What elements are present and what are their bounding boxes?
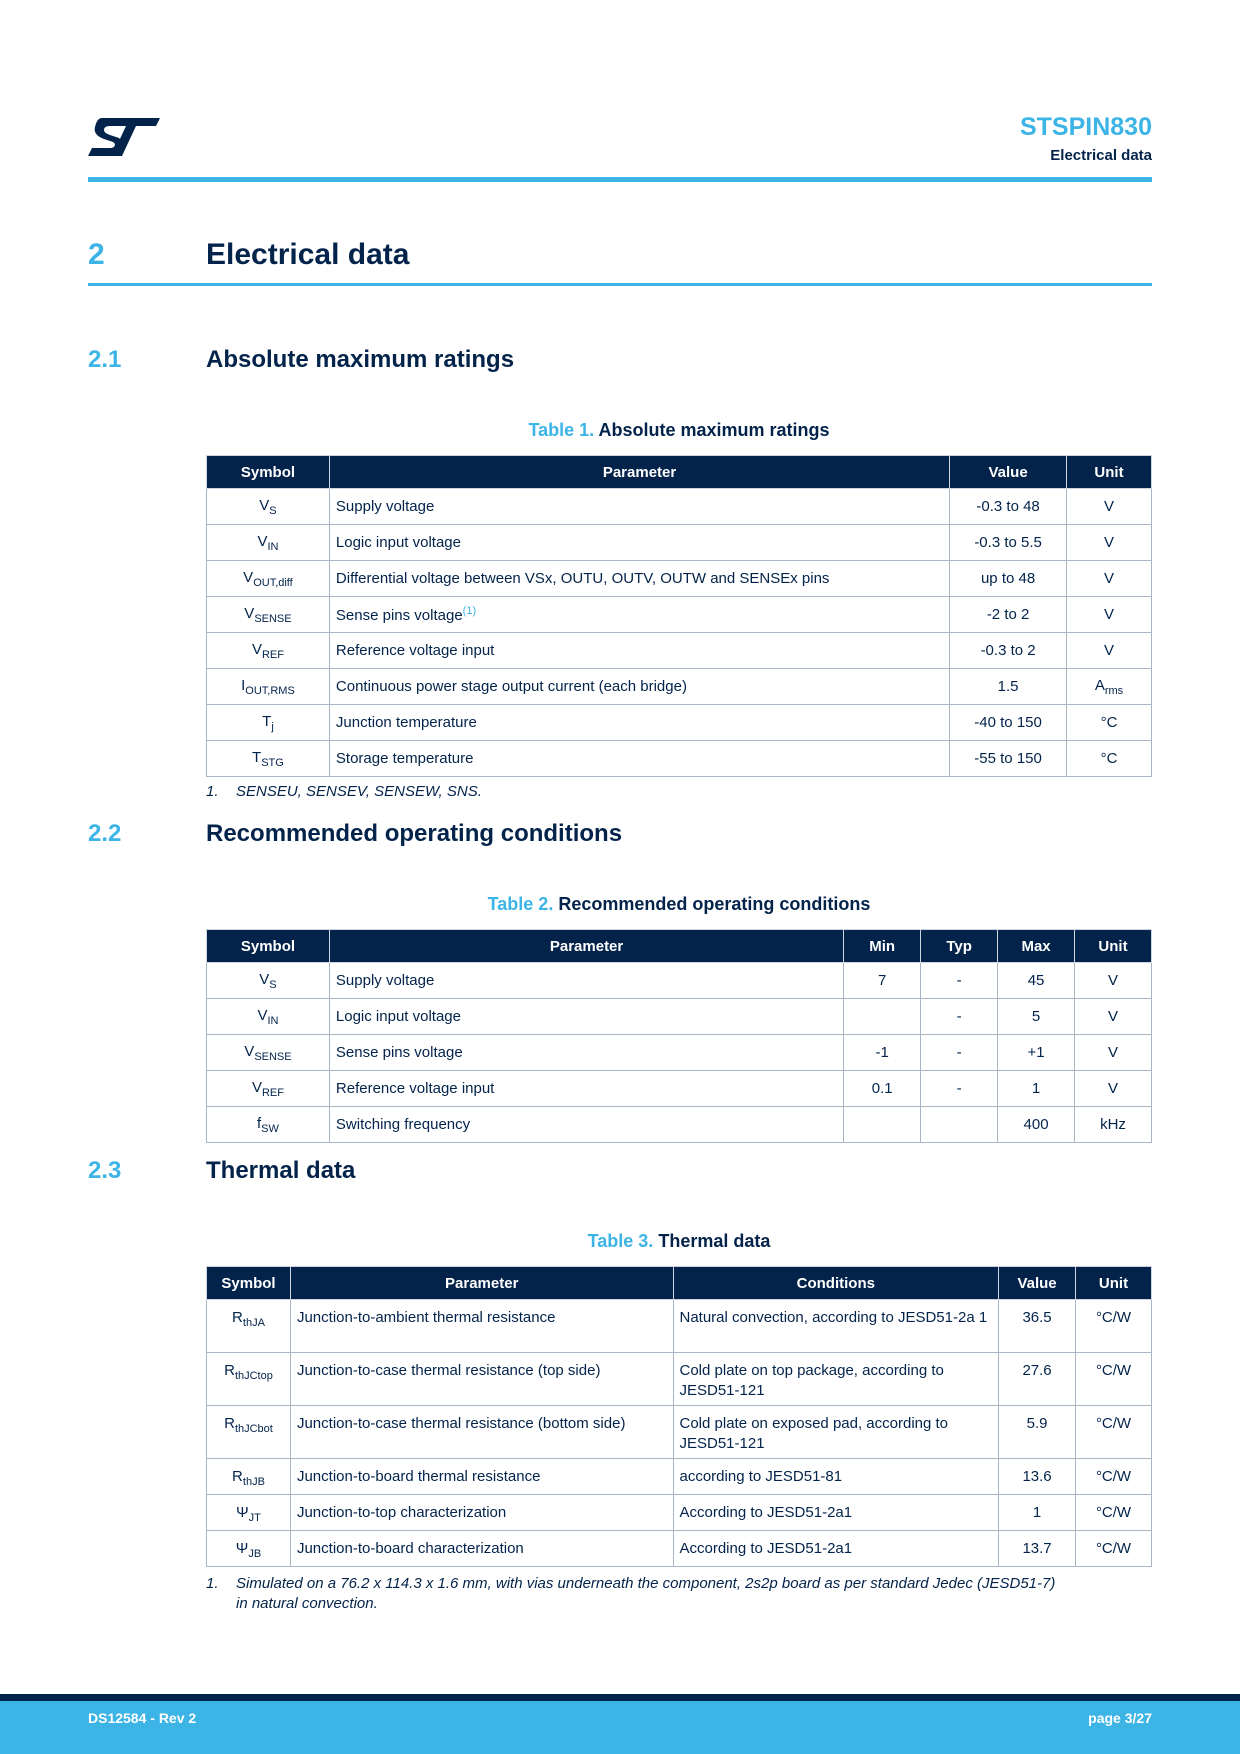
parameter-cell: Junction-to-ambient thermal resistance: [290, 1300, 673, 1353]
typ-cell: -: [921, 963, 998, 999]
table-row: [207, 963, 1152, 999]
symbol-subscript: SENSE: [254, 612, 292, 625]
subsection-title: Thermal data: [206, 1157, 356, 1184]
parameter-cell: Supply voltage: [329, 489, 949, 525]
parameter-cell: Reference voltage input: [329, 633, 949, 669]
column-header: Max: [998, 930, 1075, 963]
table-row: [207, 489, 1152, 525]
parameter-cell: Logic input voltage: [329, 525, 949, 561]
subsection-title: Absolute maximum ratings: [206, 346, 515, 373]
conditions-cell: according to JESD51-81: [673, 1459, 999, 1495]
value-cell: 5.9: [999, 1406, 1076, 1459]
typ-cell: -: [921, 1071, 998, 1107]
parameter-cell: Switching frequency: [329, 1107, 843, 1143]
table-title: Absolute maximum ratings: [598, 420, 830, 440]
table-row: [207, 1531, 1152, 1567]
section-number: 2: [88, 238, 105, 271]
min-cell: 7: [844, 963, 921, 999]
symbol: V: [251, 640, 262, 658]
table-caption: [206, 1231, 1152, 1252]
page-number: page 3/27: [1088, 1710, 1152, 1726]
symbol-subscript: IN: [267, 1014, 279, 1027]
unit-cell: V: [1067, 489, 1152, 525]
unit-cell: V: [1075, 999, 1152, 1035]
conditions-cell: Cold plate on exposed pad, according to JESD51-121: [673, 1406, 999, 1459]
table-row: [207, 561, 1152, 597]
table-row: [207, 1300, 1152, 1353]
table-header-row: [207, 930, 1152, 963]
symbol: R: [224, 1362, 235, 1379]
typ-cell: -: [921, 999, 998, 1035]
symbol: Ψ: [236, 1504, 249, 1521]
value-cell: 13.6: [999, 1459, 1076, 1495]
symbol-subscript: j: [271, 720, 274, 733]
table-footnote: [206, 1574, 1055, 1614]
parameter-cell: Sense pins voltage: [329, 1035, 843, 1071]
symbol-subscript: REF: [261, 1086, 284, 1099]
unit-subscript: rms: [1104, 684, 1124, 697]
symbol-subscript: SENSE: [254, 1050, 292, 1063]
symbol: R: [232, 1309, 243, 1326]
table-row: [207, 1353, 1152, 1406]
unit-cell: V: [1075, 1071, 1152, 1107]
symbol-subscript: thJA: [242, 1317, 265, 1329]
symbol: R: [232, 1468, 243, 1485]
column-header: Parameter: [329, 930, 843, 963]
header-rule: [88, 177, 1152, 182]
unit-cell: V: [1067, 561, 1152, 597]
parameter-cell: Junction-to-board thermal resistance: [290, 1459, 673, 1495]
table-row: [207, 741, 1152, 777]
symbol-subscript: S: [269, 504, 277, 517]
parameter-cell: Logic input voltage: [329, 999, 843, 1035]
section-rule: [88, 283, 1152, 286]
table-footnote: [206, 783, 482, 800]
symbol-subscript: JT: [248, 1512, 261, 1524]
symbol: T: [262, 712, 272, 730]
min-cell: [844, 999, 921, 1035]
footnote-number: 1.: [206, 783, 219, 800]
absolute-max-ratings-table: [206, 455, 1152, 777]
max-cell: +1: [998, 1035, 1075, 1071]
parameter-cell: Differential voltage between VSx, OUTU, OUTV, OUTW and SENSEx pins: [329, 561, 949, 597]
symbol-subscript: thJB: [242, 1476, 265, 1488]
column-header: Unit: [1075, 930, 1152, 963]
symbol: Ψ: [235, 1540, 249, 1557]
unit-cell: V: [1067, 597, 1152, 633]
column-header: Conditions: [673, 1267, 999, 1300]
table-row: [207, 1495, 1152, 1531]
typ-cell: -: [921, 1035, 998, 1071]
column-header: Unit: [1067, 456, 1152, 489]
symbol-subscript: thJCbot: [234, 1423, 273, 1435]
table-label: Table 1.: [528, 420, 595, 440]
table-row: [207, 525, 1152, 561]
unit-cell: °C/W: [1076, 1406, 1152, 1459]
symbol: V: [257, 532, 268, 550]
symbol-subscript: JB: [248, 1548, 262, 1560]
footnote-text: Simulated on a 76.2 x 114.3 x 1.6 mm, with vias underneath the component, 2s2p board as per standard Jedec (JESD51-7): [236, 1575, 1056, 1592]
column-header: Symbol: [207, 1267, 291, 1300]
max-cell: 5: [998, 999, 1075, 1035]
subsection-number: 2.3: [88, 1157, 122, 1184]
footnote-number: 1.: [206, 1575, 219, 1592]
product-name: STSPIN830: [1019, 113, 1152, 141]
st-logo-icon: [88, 118, 160, 160]
table-row: [207, 705, 1152, 741]
symbol-subscript: REF: [261, 648, 284, 661]
parameter-cell: Storage temperature: [329, 741, 949, 777]
unit-cell: °C/W: [1076, 1300, 1152, 1353]
unit-cell: °C/W: [1076, 1459, 1152, 1495]
column-header: Parameter: [329, 456, 949, 489]
value-cell: -2 to 2: [950, 597, 1067, 633]
column-header: Symbol: [207, 456, 330, 489]
symbol: T: [252, 748, 262, 766]
unit-cell: °C: [1067, 705, 1152, 741]
min-cell: [844, 1107, 921, 1143]
value-cell: 36.5: [999, 1300, 1076, 1353]
table-row: [207, 597, 1152, 633]
value-cell: 27.6: [999, 1353, 1076, 1406]
symbol: f: [257, 1114, 262, 1132]
unit-text: A: [1094, 676, 1105, 694]
parameter-cell: Continuous power stage output current (each bridge): [329, 669, 949, 705]
unit-cell: °C/W: [1076, 1353, 1152, 1406]
column-header: Unit: [1076, 1267, 1152, 1300]
table-caption: [206, 894, 1152, 915]
max-cell: 400: [998, 1107, 1075, 1143]
table-row: [207, 1406, 1152, 1459]
column-header: Typ: [921, 930, 998, 963]
table-caption: [206, 420, 1152, 441]
parameter-cell: Junction temperature: [329, 705, 949, 741]
value-cell: -55 to 150: [950, 741, 1067, 777]
conditions-cell: Cold plate on top package, according to JESD51-121: [673, 1353, 999, 1406]
conditions-cell: According to JESD51-2a1: [673, 1531, 999, 1567]
symbol: V: [259, 970, 270, 988]
value-cell: up to 48: [950, 561, 1067, 597]
table-row: [207, 1071, 1152, 1107]
parameter-cell: Junction-to-board characterization: [290, 1531, 673, 1567]
unit-cell: kHz: [1075, 1107, 1152, 1143]
subsection-title: Recommended operating conditions: [206, 820, 623, 847]
unit-cell: V: [1067, 633, 1152, 669]
unit-cell: V: [1075, 1035, 1152, 1071]
symbol: V: [257, 1006, 268, 1024]
symbol: V: [244, 604, 255, 622]
parameter-text: Sense pins voltage: [335, 607, 463, 624]
column-header: Value: [950, 456, 1067, 489]
unit-cell: °C/W: [1076, 1531, 1152, 1567]
symbol: V: [243, 568, 254, 586]
header-section: Electrical data: [1050, 147, 1152, 164]
symbol: V: [251, 1078, 262, 1096]
value-cell: -0.3 to 48: [950, 489, 1067, 525]
recommended-operating-conditions-table: [206, 929, 1152, 1143]
table-row: [207, 1035, 1152, 1071]
symbol-subscript: OUT,RMS: [245, 684, 295, 697]
subsection-number: 2.1: [88, 346, 122, 373]
symbol-subscript: SW: [261, 1122, 279, 1135]
max-cell: 1: [998, 1071, 1075, 1107]
column-header: Min: [844, 930, 921, 963]
parameter-cell: Junction-to-case thermal resistance (top side): [290, 1353, 673, 1406]
table-label: Table 2.: [487, 894, 554, 914]
column-header: Value: [999, 1267, 1076, 1300]
table-row: [207, 669, 1152, 705]
value-cell: 1: [999, 1495, 1076, 1531]
table-title: Thermal data: [658, 1231, 771, 1251]
column-header: Symbol: [207, 930, 330, 963]
table-label: Table 3.: [587, 1231, 654, 1251]
footer-rule: [0, 1694, 1240, 1701]
table-header-row: [207, 456, 1152, 489]
symbol-subscript: S: [269, 978, 277, 991]
symbol: R: [224, 1415, 235, 1432]
value-cell: 13.7: [999, 1531, 1076, 1567]
symbol: I: [241, 676, 246, 694]
symbol-subscript: thJCtop: [234, 1370, 273, 1382]
column-header: Parameter: [290, 1267, 673, 1300]
table-row: [207, 1107, 1152, 1143]
table-row: [207, 1459, 1152, 1495]
parameter-cell: Supply voltage: [329, 963, 843, 999]
symbol: V: [244, 1042, 255, 1060]
value-cell: 1.5: [950, 669, 1067, 705]
unit-cell: V: [1067, 525, 1152, 561]
document-id: DS12584 - Rev 2: [88, 1710, 197, 1726]
value-cell: -40 to 150: [950, 705, 1067, 741]
table-header-row: [207, 1267, 1152, 1300]
unit-cell: °C/W: [1076, 1495, 1152, 1531]
value-cell: -0.3 to 2: [950, 633, 1067, 669]
table-title: Recommended operating conditions: [558, 894, 871, 914]
max-cell: 45: [998, 963, 1075, 999]
conditions-cell: According to JESD51-2a1: [673, 1495, 999, 1531]
min-cell: 0.1: [844, 1071, 921, 1107]
unit-cell: °C: [1067, 741, 1152, 777]
min-cell: -1: [844, 1035, 921, 1071]
parameter-cell: Junction-to-case thermal resistance (bottom side): [290, 1406, 673, 1459]
footnote-text: SENSEU, SENSEV, SENSEW, SNS.: [236, 783, 482, 800]
parameter-cell: Reference voltage input: [329, 1071, 843, 1107]
symbol-subscript: OUT,diff: [253, 576, 293, 589]
footnote-text-continued: in natural convection.: [236, 1595, 378, 1612]
footnote-ref-link[interactable]: (1): [462, 605, 477, 617]
subsection-number: 2.2: [88, 820, 122, 847]
section-title: Electrical data: [206, 238, 410, 271]
typ-cell: [921, 1107, 998, 1143]
symbol: V: [259, 496, 270, 514]
symbol-subscript: STG: [261, 756, 284, 769]
value-cell: -0.3 to 5.5: [950, 525, 1067, 561]
table-row: [207, 633, 1152, 669]
thermal-data-table: [206, 1266, 1152, 1567]
parameter-cell: Junction-to-top characterization: [290, 1495, 673, 1531]
conditions-cell: Natural convection, according to JESD51-2a 1: [673, 1300, 999, 1353]
unit-cell: V: [1075, 963, 1152, 999]
symbol-subscript: IN: [267, 540, 279, 553]
table-row: [207, 999, 1152, 1035]
